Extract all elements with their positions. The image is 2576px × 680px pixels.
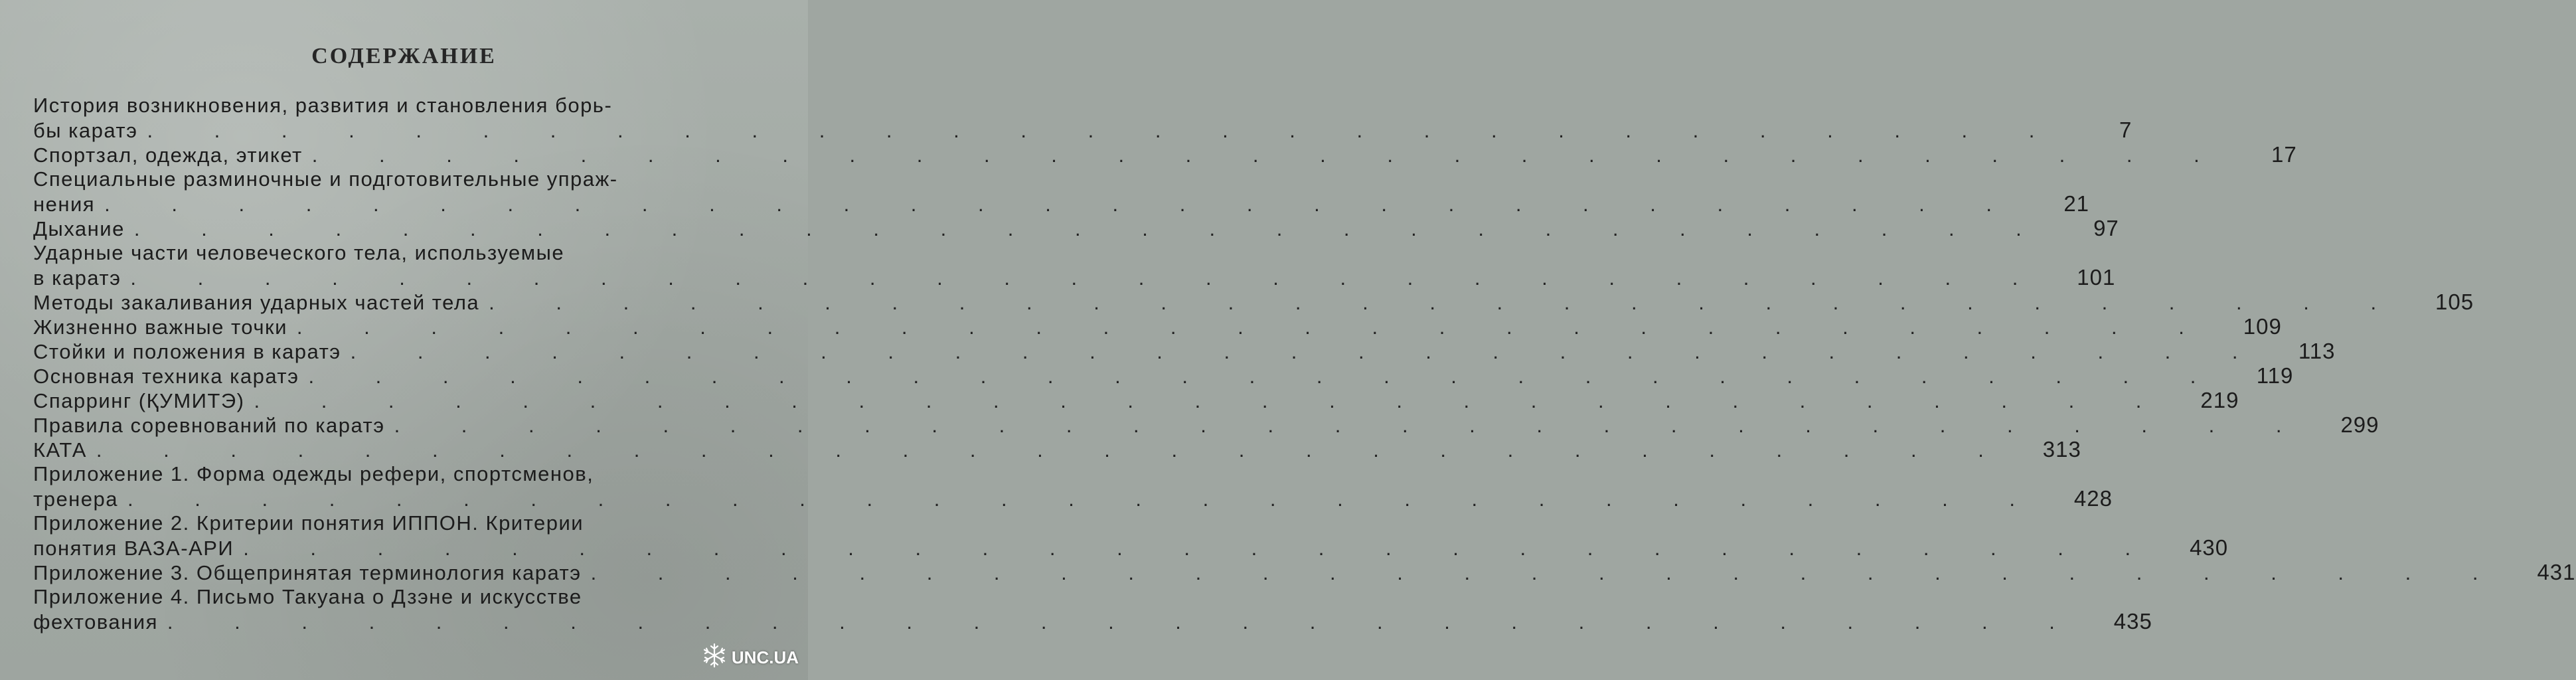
toc-entry-last-line <box>33 560 2576 584</box>
toc-entry <box>33 363 2294 388</box>
toc-entry <box>33 290 2474 314</box>
toc-entry-line <box>33 93 770 118</box>
dot-leader: . . . . . . . . . . . . . . . . . . . . . . . . . . . . . <box>296 315 2212 339</box>
toc-entry <box>33 412 2379 437</box>
dot-leader: . . . . . . . . . . . . . . . . . . . . . . . . . . . . . <box>130 266 2046 290</box>
toc-entry <box>33 462 2113 511</box>
toc-entry-text: Специальные разминочные и подготовительные упраж- <box>33 167 618 191</box>
dot-leader: . . . . . . . . . . . . . . . . . . . . . . . . . . . . . <box>127 487 2043 511</box>
toc-entry-last-line <box>33 412 2379 437</box>
toc-entry-last-line <box>33 191 2090 216</box>
dot-leader: . . . . . . . . . . . . . . . . . . . . . . . . . . . . . <box>350 340 2266 363</box>
toc-entry-line <box>33 240 770 265</box>
toc-entry-text: фехтования <box>33 610 158 634</box>
toc-entry-line <box>33 167 770 191</box>
dot-leader: . . . . . . . . . . . . . . . . . . . . . . . . . . . . . <box>254 389 2170 412</box>
toc-entry-text: Приложение 3. Общепринятая терминология каратэ <box>33 561 582 584</box>
dot-leader: . . . . . . . . . . . . . . . . . . . . . . . . . . . . . <box>147 119 2063 142</box>
table-of-contents <box>33 93 2576 634</box>
dot-leader: . . . . . . . . . . . . . . . . . . . . . . . . . . . . . <box>311 143 2227 167</box>
toc-entry <box>33 388 2239 412</box>
toc-entry-text: Дыхание <box>33 217 125 240</box>
toc-entry-last-line <box>33 216 2119 240</box>
toc-entry-text: Спарринг (ҚУМИТЭ) <box>33 389 245 412</box>
toc-entry-text: История возникновения, развития и становления борь- <box>33 94 613 117</box>
toc-entry-text: Приложение 2. Критерии понятия ИППОН. Критерии <box>33 511 584 535</box>
toc-page-number: 430 <box>2190 535 2229 560</box>
toc-entry <box>33 93 2133 142</box>
toc-entry-text: Стойки и положения в каратэ <box>33 340 341 363</box>
page-title: СОДЕРЖАНИЕ <box>311 44 497 68</box>
toc-page-number: 97 <box>2093 216 2119 240</box>
dot-leader: . . . . . . . . . . . . . . . . . . . . . . . . . . . . . <box>104 193 2020 216</box>
toc-entry-last-line <box>33 118 2133 142</box>
toc-page-number: 313 <box>2042 437 2081 462</box>
toc-entry-text: нения <box>33 193 96 216</box>
toc-entry <box>33 240 2116 290</box>
toc-page-number: 105 <box>2435 290 2474 314</box>
toc-page-number: 17 <box>2271 142 2297 167</box>
toc-entry-text: понятия ВАЗА-АРИ <box>33 537 234 560</box>
toc-entry-text: Методы закаливания ударных частей тела <box>33 291 480 314</box>
toc-page-number: 7 <box>2119 118 2133 142</box>
toc-entry-last-line <box>33 290 2474 314</box>
toc-entry-last-line <box>33 535 2229 560</box>
dot-leader: . . . . . . . . . . . . . . . . . . . . . . . . . . . . . <box>308 365 2224 388</box>
toc-entry-text: КАТА <box>33 438 87 462</box>
snowflake-icon <box>701 642 728 673</box>
toc-entry-last-line <box>33 437 2081 462</box>
toc-entry-text: бы каратэ <box>33 119 138 142</box>
toc-entry <box>33 314 2282 339</box>
toc-entry-text: Основная техника каратэ <box>33 365 299 388</box>
toc-entry <box>33 167 2090 216</box>
watermark <box>701 642 799 673</box>
dot-leader: . . . . . . . . . . . . . . . . . . . . . . . . . . . . . <box>133 217 2050 240</box>
toc-entry-line <box>33 584 770 609</box>
toc-entry-last-line <box>33 388 2239 412</box>
dot-leader: . . . . . . . . . . . . . . . . . . . . . . . . . . . . . <box>96 438 2012 462</box>
toc-page-number: 113 <box>2298 339 2336 363</box>
toc-entry-line <box>33 462 770 486</box>
toc-entry-text: Ударные части человеческого тела, используемые <box>33 241 565 264</box>
toc-entry <box>33 216 2119 240</box>
toc-entry-text: Спортзал, одежда, этикет <box>33 143 303 167</box>
toc-page-number: 435 <box>2113 609 2152 634</box>
toc-page-number: 219 <box>2200 388 2239 412</box>
toc-entry <box>33 142 2297 167</box>
toc-entry-text: Приложение 4. Письмо Такуана о Дзэне и искусстве <box>33 585 582 608</box>
toc-page-number: 428 <box>2073 486 2113 511</box>
toc-entry-last-line <box>33 339 2336 363</box>
dot-leader: . . . . . . . . . . . . . . . . . . . . . . . . . . . . . <box>590 561 2506 584</box>
toc-entry-text: в каратэ <box>33 266 121 290</box>
toc-entry-last-line <box>33 486 2113 511</box>
toc-page-number: 299 <box>2340 412 2379 437</box>
toc-entry-last-line <box>33 265 2116 290</box>
toc-entry <box>33 437 2081 462</box>
dot-leader: . . . . . . . . . . . . . . . . . . . . . . . . . . . . . <box>489 291 2405 314</box>
toc-entry-last-line <box>33 314 2282 339</box>
toc-page-number: 21 <box>2063 191 2090 216</box>
dot-leader: . . . . . . . . . . . . . . . . . . . . . . . . . . . . . <box>167 610 2083 634</box>
toc-entry-last-line <box>33 609 2152 634</box>
toc-entry <box>33 560 2576 584</box>
toc-entry-last-line <box>33 142 2297 167</box>
toc-entry-last-line <box>33 363 2294 388</box>
dot-leader: . . . . . . . . . . . . . . . . . . . . . . . . . . . . . <box>243 537 2159 560</box>
watermark-text: UNC.UA <box>731 647 799 667</box>
toc-entry-line <box>33 511 770 535</box>
toc-entry-text: Правила соревнований по каратэ <box>33 414 385 437</box>
toc-entry-text: тренера <box>33 487 119 511</box>
toc-entry-text: Приложение 1. Форма одежды рефери, спортсменов, <box>33 462 594 485</box>
toc-page-number: 101 <box>2077 265 2116 290</box>
toc-page-number: 119 <box>2256 363 2294 388</box>
toc-page-number: 431 <box>2537 560 2576 584</box>
toc-entry <box>33 584 2152 634</box>
toc-page-number: 109 <box>2243 314 2282 339</box>
toc-entry <box>33 511 2229 560</box>
toc-entry-text: Жизненно важные точки <box>33 315 287 339</box>
toc-entry <box>33 339 2336 363</box>
dot-leader: . . . . . . . . . . . . . . . . . . . . . . . . . . . . . <box>394 414 2310 437</box>
